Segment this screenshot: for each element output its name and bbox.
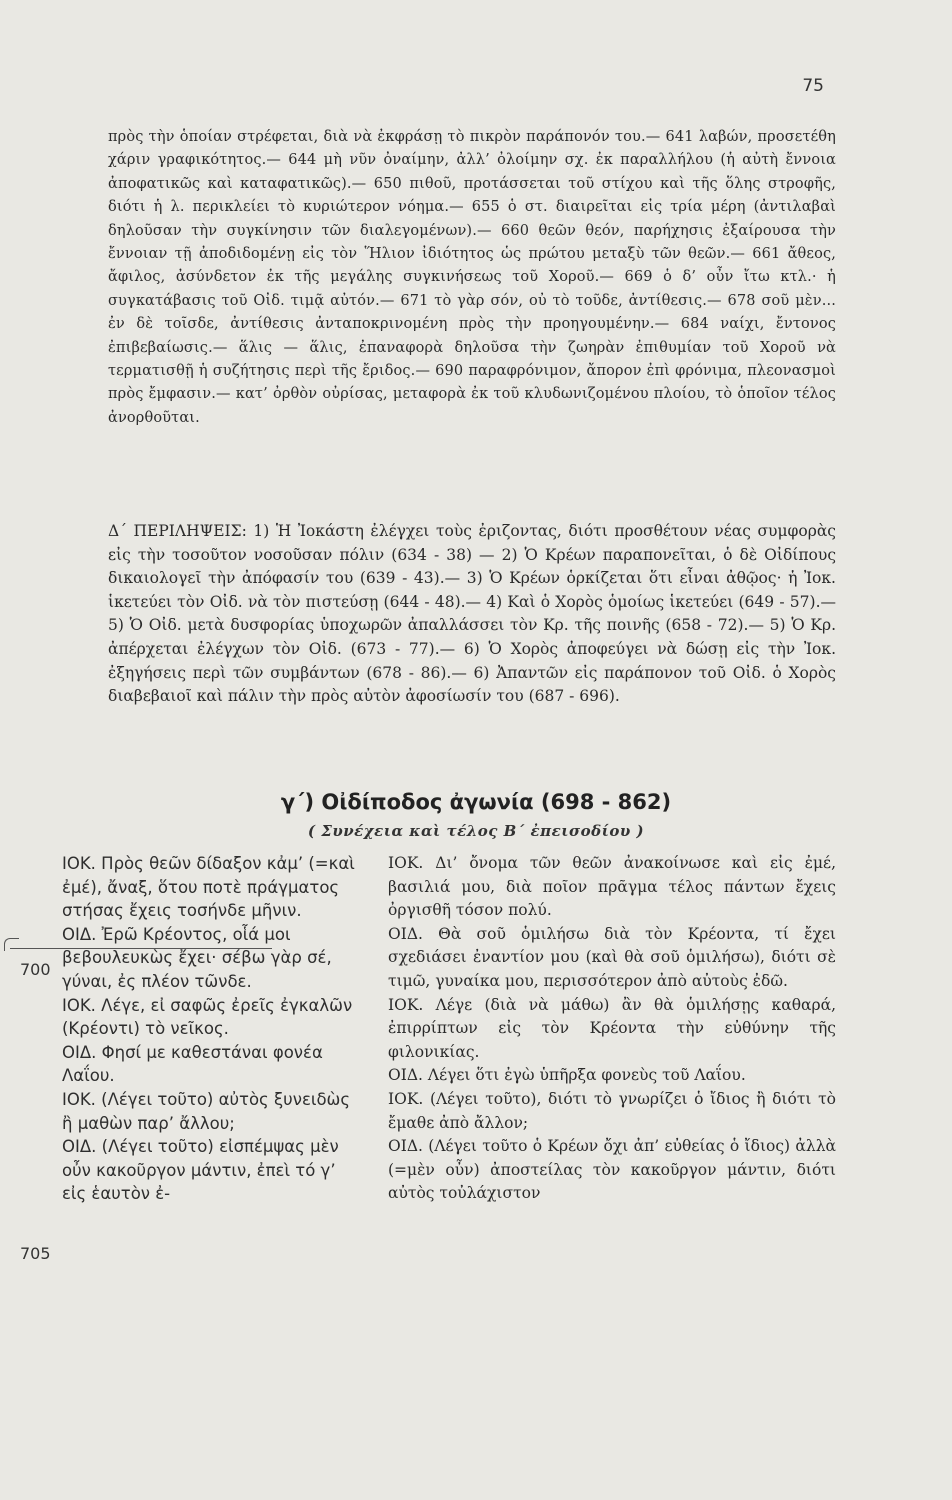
original-turn: ΟΙΔ. Ἐρῶ Κρέοντος, οἷά μοι βεβουλευκὼς ἔχει· σέβω γὰρ σέ, γύναι, ἐς πλέον τῶνδε. [62,924,332,991]
line-number: 705 [20,1244,51,1263]
translation-column [388,852,836,1206]
translation-turn: ΟΙΔ. Λέγει ὅτι ἐγὼ ὑπῆρξα φονεὺς τοῦ Λαΐου. [388,1066,746,1085]
translation-turn: ΙΟΚ. Δι’ ὄνομα τῶν θεῶν ἀνακοίνωσε καὶ εἰς ἐμέ, βασιλιά μου, διὰ ποῖον πρᾶγμα τέλος πάντων ἔχεις ὀργισθῆ τόσον πολύ. [388,854,836,920]
original-turn: ΟΙΔ. (Λέγει τοῦτο) εἰσπέμψας μὲν οὖν κακοῦργον μάντιν, ἐπεὶ τό γ’ εἰς ἑαυτὸν ἐ- [62,1137,339,1204]
section-subtitle: ( Συνέχεια καὶ τέλος Β΄ ἐπεισοδίου ) [307,822,645,840]
summaries-paragraph: Δ΄ ΠΕΡΙΛΗΨΕΙΣ: 1) Ἡ Ἰοκάστη ἐλέγχει τοὺς ἐριζοντας, διότι προσθέτουν νέας συμφορὰς εἰς τὴν τοσοῦτον νοσοῦσαν πόλιν (634 - 38) — 2) Ὁ Κρέων παραπονεῖται, ὁ δὲ Οἰδίπους δικαιολογεῖ τὴν ἀπόφασίν του (639 - 43).— 3) Ὁ Κρέων ὁρκίζεται ὅτι εἶναι ἀθῷος· ἡ Ἰοκ. ἱκετεύει τὸν Οἰδ. νὰ τὸν πιστεύσῃ (644 - 48).— 4) Καὶ ὁ Χορὸς ὁμοίως ἱκετεύει (649 - 57).—5) Ὁ Οἰδ. μετὰ δυσφορίας ὑποχωρῶν ἀπαλλάσσει τὸν Κρ. τῆς ποινῆς (658 - 72).— 5) Ὁ Κρ. ἀπέρχεται ἐλέγχων τὸν Οἰδ. (673 - 77).— 6) Ὁ Χορὸς ἀποφεύγει νὰ δώσῃ εἰς τὴν Ἰοκ. ἐξηγήσεις περὶ τῶν συμβάντων (678 - 86).— 6) Ἀπαντῶν εἰς παράπονον τοῦ Οἰδ. ὁ Χορὸς διαβεβαιοῖ καὶ πάλιν τὴν πρὸς αὐτὸν ἀφοσίωσίν του (687 - 696). [108,522,836,706]
original-turn: ΙΟΚ. (Λέγει τοῦτο) αὐτὸς ξυνειδὼς ἢ μαθὼν παρ’ ἄλλου; [62,1089,351,1133]
page-number: 75 [802,76,824,96]
translation-turn: ΟΙΔ. (Λέγει τοῦτο ὁ Κρέων ὄχι ἀπ’ εὐθείας ὁ ἴδιος) ἀλλὰ (=μὲν οὖν) ἀποστείλας τὸν κακοῦργον μάντιν, διότι αὐτὸς τοὐλάχιστον [388,1137,836,1203]
translation-turn: ΟΙΔ. Θὰ σοῦ ὁμιλήσω διὰ τὸν Κρέοντα, τί ἔχει σχεδιάσει ἐναντίον μου (καὶ θὰ σοῦ ὁμιλήσω), διότι σὲ τιμῶ, γυναίκα μου, περισσότερον ἀπὸ αὐτοὺς ἐδῶ. [388,924,836,990]
translation-turn: ΙΟΚ. Λέγε (διὰ νὰ μάθω) ἂν θὰ ὁμιλήσῃς καθαρά, ἐπιρρίπτων εἰς τὸν Κρέοντα τὴν εὐθύνην τῆς φιλονικίας. [388,995,836,1061]
translation-turn: ΙΟΚ. (Λέγει τοῦτο), διότι τὸ γνωρίζει ὁ ἴδιος ἢ διότι τὸ ἔμαθε ἀπὸ ἄλλον; [388,1089,836,1132]
original-text-column [62,852,362,1206]
margin-hook [4,938,19,951]
original-turn: ΙΟΚ. Λέγε, εἰ σαφῶς ἐρεῖς ἐγκαλῶν (Κρέοντι) τὸ νεῖκος. [62,995,353,1039]
original-turn: ΙΟΚ. Πρὸς θεῶν δίδαξον κἀμ’ (=καὶ ἐμέ), ἄναξ, ὅτου ποτὲ πράγματος στήσας ἔχεις τοσήνδε μῆνιν. [62,854,355,921]
commentary-notes: πρὸς τὴν ὁποίαν στρέφεται, διὰ νὰ ἐκφράσῃ τὸ πικρὸν παράπονόν του.— 641 λαβών, προσετέθη χάριν γραφικότητος.— 644 μὴ νῦν ὀναίμην, ἀλλ’ ὀλοίμην σχ. ἐκ παραλλήλου (ἡ αὐτὴ ἔννοια ἀποφατικῶς καὶ καταφατικῶς).— 650 πιθοῦ, προτάσσεται τοῦ στίχου καὶ τῆς ὅλης στροφῆς, διότι ἡ λ. περικλείει τὸ κυριώτερον νόημα.— 655 ὁ στ. διαιρεῖται εἰς τρία μέρη (ἀντιλαβαὶ δηλοῦσαν τὴν συγκίνησιν τῶν διαλεγομένων).— 660 θεῶν θεόν, παρήχησις ἐξαίρουσα τὴν ἔννοιαν τῇ ἀποδιδομένῃ εἰς τὸν Ἥλιον ἰδιότητος ὡς πρώτου μεταξὺ τῶν θεῶν.— 661 ἄθεος, ἄφιλος, ἀσύνδετον ἐκ τῆς μεγάλης συγκινήσεως τοῦ Χοροῦ.— 669 ὁ δ’ οὖν ἴτω κτλ.· ἡ συγκατάβασις τοῦ Οἰδ. τιμᾷ αὐτόν.— 671 τὸ γὰρ σόν, οὐ τὸ τοῦδε, ἀντίθεσις.— 678 σοῦ μὲν... ἐν δὲ τοῖσδε, ἀντίθεσις ἀνταποκρινομένη πρὸς τὴν προηγουμένην.— 684 ναίχι, ἔντονος ἐπιβεβαίωσις.— ἅλις — ἅλις, ἐπαναφορὰ δηλοῦσα τὴν ζωηρὰν ἐπιθυμίαν τοῦ Χοροῦ νὰ τερματισθῇ ἡ συζήτησις περὶ τῆς ἔριδος.— 690 παραφρόνιμον, ἄπορον ἐπὶ φρόνιμα, πλεονασμοὶ πρὸς ἔμφασιν.— κατ’ ὀρθὸν οὐρίσας, μεταφορὰ ἐκ τοῦ κλυδωνιζομένου πλοίου, τὸ ὁποῖον τέλος ἀνορθοῦται. [108,129,836,426]
section-title: γ΄) Οἰδίποδος ἀγωνία (698 - 862) [280,790,672,814]
line-number: 700 [20,960,51,979]
original-turn: ΟΙΔ. Φησί με καθεστάναι φονέα Λαΐου. [62,1042,323,1086]
